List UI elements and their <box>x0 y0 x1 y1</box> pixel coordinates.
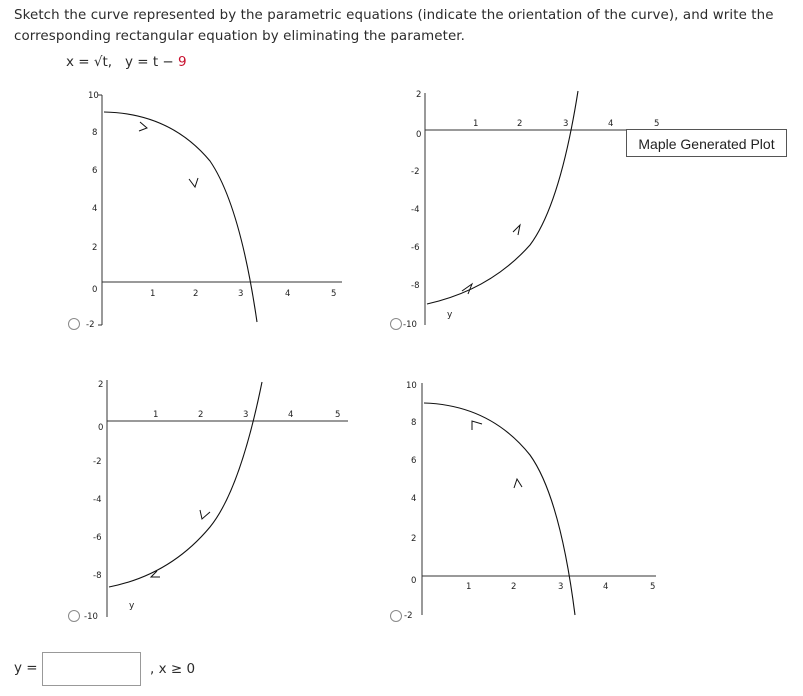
choice-b-radio[interactable] <box>390 318 402 330</box>
plot-b-arrow <box>513 225 520 235</box>
y-tick-label: -8 <box>411 281 420 291</box>
x-tick-label: 4 <box>285 289 291 299</box>
y-tick-label: 0 <box>416 130 422 140</box>
maple-tooltip: Maple Generated Plot <box>626 129 787 157</box>
plot-d-curve <box>424 403 575 615</box>
plot-d-arrow <box>472 421 482 430</box>
y-equation-constant: 9 <box>178 54 187 70</box>
plot-d-svg <box>380 375 680 625</box>
choice-a-radio[interactable] <box>68 318 80 330</box>
y-tick-label: -6 <box>411 243 420 253</box>
x-tick-label: 2 <box>198 410 204 420</box>
plot-b <box>380 85 680 339</box>
x-equation: x = √t, <box>66 54 113 70</box>
answer-label: y = <box>14 660 38 676</box>
x-tick-label: 2 <box>193 289 199 299</box>
y-tick-label: 6 <box>411 456 417 466</box>
y-tick-label: 8 <box>411 418 417 428</box>
x-tick-label: 4 <box>603 582 609 592</box>
y-tick-label: 4 <box>411 494 417 504</box>
x-tick-label: 1 <box>150 289 156 299</box>
x-tick-label: 1 <box>153 410 159 420</box>
plot-a-arrow <box>139 122 147 131</box>
choice-c-radio[interactable] <box>68 610 80 622</box>
y-tick-label: 0 <box>411 576 417 586</box>
x-tick-label: 1 <box>473 119 479 129</box>
y-tick-label: 0 <box>98 423 104 433</box>
answer-input[interactable] <box>42 652 141 686</box>
x-tick-label: 3 <box>243 410 249 420</box>
x-tick-label: 5 <box>654 119 660 129</box>
y-tick-label: -4 <box>411 205 420 215</box>
parametric-equations <box>66 54 187 70</box>
plot-a <box>60 85 360 339</box>
plot-d-arrow <box>514 479 522 488</box>
plot-c-arrow <box>151 571 160 577</box>
plot-a-curve <box>104 112 257 322</box>
x-tick-label: 4 <box>608 119 614 129</box>
plot-a-svg <box>60 85 360 335</box>
y-tick-label: -2 <box>404 611 413 621</box>
x-tick-label: 3 <box>558 582 564 592</box>
x-tick-label: 2 <box>511 582 517 592</box>
y-tick-label: 2 <box>411 534 417 544</box>
axis-label: y <box>129 601 135 611</box>
plot-a-arrow <box>189 178 198 187</box>
plot-c-curve <box>109 382 262 587</box>
x-tick-label: 3 <box>238 289 244 299</box>
x-tick-label: 5 <box>650 582 656 592</box>
question-prompt: Sketch the curve represented by the parametric equations (indicate the orientation of the curve), and write the corresponding rectangular equation by eliminating the parameter. <box>14 8 774 44</box>
y-tick-label: -8 <box>93 571 102 581</box>
y-tick-label: 6 <box>92 166 98 176</box>
y-tick-label: -10 <box>84 612 98 622</box>
y-tick-label: -4 <box>93 495 102 505</box>
y-tick-label: 10 <box>88 91 99 101</box>
y-tick-label: 10 <box>406 381 417 391</box>
y-tick-label: 8 <box>92 128 98 138</box>
y-tick-label: 2 <box>416 90 422 100</box>
plot-b-curve <box>427 91 578 304</box>
x-tick-label: 5 <box>335 410 341 420</box>
choice-d-radio[interactable] <box>390 610 402 622</box>
y-tick-label: -2 <box>86 320 95 330</box>
answer-domain: , x ≥ 0 <box>150 661 196 677</box>
plot-d <box>380 375 680 629</box>
y-tick-label: -10 <box>403 320 417 330</box>
y-equation: y = t − <box>124 54 179 70</box>
y-tick-label: 4 <box>92 204 98 214</box>
y-tick-label: -2 <box>93 457 102 467</box>
x-tick-label: 1 <box>466 582 472 592</box>
plot-c-arrow <box>200 510 210 519</box>
plot-b-svg <box>380 85 680 335</box>
y-tick-label: -6 <box>93 533 102 543</box>
plot-c-svg <box>60 375 360 625</box>
x-tick-label: 4 <box>288 410 294 420</box>
x-tick-label: 5 <box>331 289 337 299</box>
axis-label: y <box>447 310 453 320</box>
x-tick-label: 2 <box>517 119 523 129</box>
y-tick-label: 2 <box>98 380 104 390</box>
y-tick-label: -2 <box>411 167 420 177</box>
x-tick-label: 3 <box>563 119 569 129</box>
y-tick-label: 0 <box>92 285 98 295</box>
y-tick-label: 2 <box>92 243 98 253</box>
plot-c <box>60 375 360 629</box>
